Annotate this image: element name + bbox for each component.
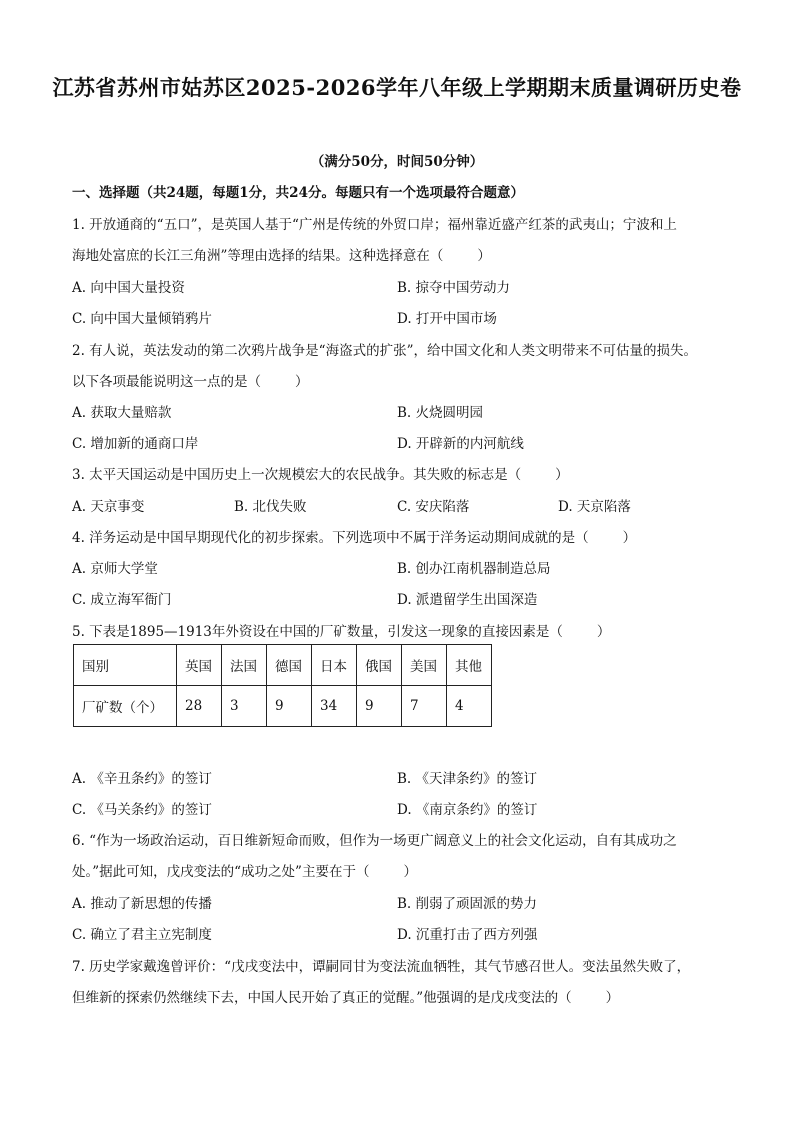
question-2-option-a[interactable]: A. 获取大量赔款 <box>72 405 172 421</box>
table-cell: 9 <box>267 686 312 727</box>
table-cell: 英国 <box>177 645 222 686</box>
question-2-option-c[interactable]: C. 增加新的通商口岸 <box>72 436 199 452</box>
question-2-line-1: 2. 有人说，英法发动的第二次鸦片战争是“海盗式的扩张”，给中国文化和人类文明带来不可估量的损失。 <box>72 343 697 359</box>
exam-subtitle: （满分50分，时间50分钟） <box>310 154 484 170</box>
table-cell: 俄国 <box>357 645 402 686</box>
question-1-option-c[interactable]: C. 向中国大量倾销鸦片 <box>72 311 212 327</box>
question-4-line-1: 4. 洋务运动是中国早期现代化的初步探索。下列选项中不属于洋务运动期间成就的是（ ） <box>72 530 637 546</box>
table-cell: 德国 <box>267 645 312 686</box>
question-6-option-c[interactable]: C. 确立了君主立宪制度 <box>72 927 212 943</box>
question-7-line-2: 但维新的探索仍然继续下去，中国人民开始了真正的觉醒。”他强调的是戊戌变法的（ ） <box>72 990 620 1006</box>
question-4-option-a[interactable]: A. 京师大学堂 <box>72 561 158 577</box>
question-6-option-a[interactable]: A. 推动了新思想的传播 <box>72 896 212 912</box>
question-6-option-d[interactable]: D. 沉重打击了西方列强 <box>397 927 538 943</box>
question-4-option-c[interactable]: C. 成立海军衙门 <box>72 592 172 608</box>
question-7-line-1: 7. 历史学家戴逸曾评价：“戊戌变法中，谭嗣同甘为变法流血牺牲，其气节感召世人。变法虽然失败了， <box>72 959 691 975</box>
question-3-option-b[interactable]: B. 北伐失败 <box>234 499 307 515</box>
question-1-option-a[interactable]: A. 向中国大量投资 <box>72 280 185 296</box>
question-5-option-b[interactable]: B. 《天津条约》的签订 <box>397 771 538 787</box>
question-4-option-d[interactable]: D. 派遣留学生出国深造 <box>397 592 538 608</box>
question-5-option-c[interactable]: C. 《马关条约》的签订 <box>72 802 212 818</box>
table-cell: 3 <box>222 686 267 727</box>
table-cell: 法国 <box>222 645 267 686</box>
table-cell: 7 <box>402 686 447 727</box>
factory-count-table <box>73 644 492 727</box>
question-2-line-2: 以下各项最能说明这一点的是（ ） <box>72 374 309 390</box>
section-header: 一、选择题（共24题，每题1分，共24分。每题只有一个选项最符合题意） <box>72 185 524 201</box>
question-3-option-d[interactable]: D. 天京陷落 <box>558 499 631 515</box>
question-5-line-1: 5. 下表是1895—1913年外资设在中国的厂矿数量，引发这一现象的直接因素是（ ） <box>72 624 611 640</box>
question-1-option-b[interactable]: B. 掠夺中国劳动力 <box>397 280 511 296</box>
question-5-option-a[interactable]: A. 《辛丑条约》的签订 <box>72 771 212 787</box>
question-6-line-2: 处。”据此可知，戊戌变法的“成功之处”主要在于（ ） <box>72 864 417 880</box>
table-cell: 34 <box>312 686 357 727</box>
table-cell: 厂矿数（个） <box>74 686 177 727</box>
table-cell: 9 <box>357 686 402 727</box>
question-1-line-1: 1. 开放通商的“五口”，是英国人基于“广州是传统的外贸口岸；福州靠近盛产红茶的武夷山；宁波和上 <box>72 217 677 233</box>
question-4-option-b[interactable]: B. 创办江南机器制造总局 <box>397 561 551 577</box>
question-6-option-b[interactable]: B. 削弱了顽固派的势力 <box>397 896 538 912</box>
question-2-option-b[interactable]: B. 火烧圆明园 <box>397 405 484 421</box>
question-3-option-c[interactable]: C. 安庆陷落 <box>397 499 470 515</box>
table-cell: 日本 <box>312 645 357 686</box>
table-cell: 其他 <box>447 645 492 686</box>
table-cell: 美国 <box>402 645 447 686</box>
question-5-option-d[interactable]: D. 《南京条约》的签订 <box>397 802 538 818</box>
question-6-line-1: 6. “作为一场政治运动，百日维新短命而败，但作为一场更广阔意义上的社会文化运动，自有其成功之 <box>72 833 677 849</box>
question-2-option-d[interactable]: D. 开辟新的内河航线 <box>397 436 524 452</box>
question-3-option-a[interactable]: A. 天京事变 <box>72 499 145 515</box>
table-row <box>74 686 492 727</box>
table-cell: 4 <box>447 686 492 727</box>
table-cell: 国别 <box>74 645 177 686</box>
question-1-line-2: 海地处富庶的长江三角洲”等理由选择的结果。这种选择意在（ ） <box>72 248 491 264</box>
question-1-option-d[interactable]: D. 打开中国市场 <box>397 311 497 327</box>
table-header-row <box>74 645 492 686</box>
page-title: 江苏省苏州市姑苏区2025-2026学年八年级上学期期末质量调研历史卷 <box>52 75 742 100</box>
table-cell: 28 <box>177 686 222 727</box>
question-3-line-1: 3. 太平天国运动是中国历史上一次规模宏大的农民战争。其失败的标志是（ ） <box>72 467 569 483</box>
